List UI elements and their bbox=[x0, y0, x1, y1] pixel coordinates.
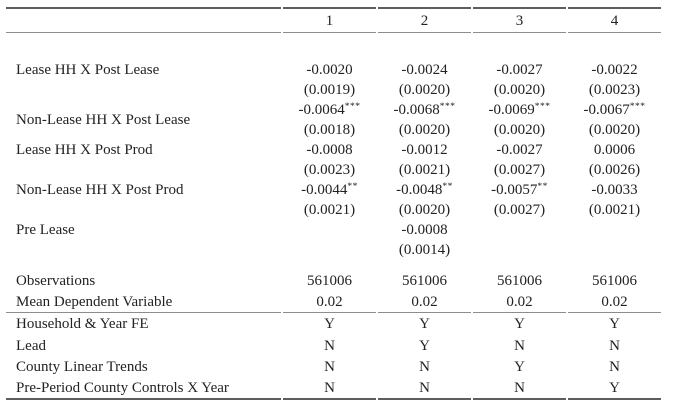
significance-stars: ** bbox=[537, 182, 548, 192]
stderr-cell: (0.0023) bbox=[303, 162, 356, 178]
flag-cell: N bbox=[324, 337, 335, 354]
flag-cell: Y bbox=[419, 337, 430, 354]
spacer-cell bbox=[6, 33, 661, 60]
stat-cell: 0.02 bbox=[473, 292, 566, 313]
coefficient-row bbox=[6, 100, 661, 120]
stat-cell: 0.02 bbox=[283, 292, 376, 313]
stderr-cell: (0.0026) bbox=[588, 162, 641, 178]
flag-row bbox=[6, 335, 661, 356]
stderr-cell: (0.0027) bbox=[493, 162, 546, 178]
coefficient-cell: -0.0057** bbox=[491, 182, 548, 198]
stderr-cell: (0.0027) bbox=[493, 202, 546, 218]
coefficient-section bbox=[6, 60, 661, 260]
column-header-2: 2 bbox=[378, 7, 471, 33]
stderr-cell: (0.0019) bbox=[303, 82, 356, 98]
stderr-cell: (0.0018) bbox=[303, 122, 356, 138]
stat-label: Mean Dependent Variable bbox=[6, 292, 281, 313]
stderr-cell: (0.0021) bbox=[398, 162, 451, 178]
coefficient-cell bbox=[568, 220, 661, 240]
coefficient-cell: -0.0068*** bbox=[393, 102, 456, 118]
stat-cell: 561006 bbox=[307, 273, 352, 289]
flag-row bbox=[6, 378, 661, 400]
stderr-cell: (0.0020) bbox=[398, 82, 451, 98]
flag-row bbox=[6, 356, 661, 378]
variable-label: Lease HH X Post Lease bbox=[16, 62, 160, 78]
flag-cell: N bbox=[514, 337, 525, 354]
column-header-3: 3 bbox=[473, 7, 566, 33]
stderr-cell: (0.0020) bbox=[398, 202, 451, 218]
stderr-cell: (0.0020) bbox=[493, 82, 546, 98]
header-row bbox=[6, 7, 661, 33]
flag-label: County Linear Trends bbox=[16, 359, 148, 375]
stderr-cell: (0.0020) bbox=[588, 122, 641, 138]
regression-results-table bbox=[4, 7, 663, 400]
coefficient-cell: -0.0027 bbox=[496, 62, 543, 78]
coefficient-cell: -0.0022 bbox=[591, 62, 638, 78]
flag-cell: N bbox=[609, 359, 620, 375]
stderr-cell: (0.0014) bbox=[398, 242, 451, 258]
stat-cell: 561006 bbox=[402, 273, 447, 289]
column-header-4: 4 bbox=[568, 7, 661, 33]
coefficient-row bbox=[6, 60, 661, 80]
coefficient-row bbox=[6, 140, 661, 160]
stderr-cell bbox=[473, 240, 566, 260]
flag-cell: N bbox=[378, 378, 471, 400]
significance-stars: ** bbox=[347, 182, 358, 192]
coefficient-cell bbox=[283, 220, 376, 240]
coefficient-cell: -0.0067*** bbox=[583, 102, 646, 118]
mid-spacer-section bbox=[6, 260, 661, 270]
stderr-cell: (0.0021) bbox=[588, 202, 641, 218]
table-header bbox=[6, 7, 661, 60]
flag-label: Lead bbox=[16, 337, 46, 354]
stderr-cell bbox=[283, 240, 376, 260]
flag-cell: Y bbox=[324, 316, 335, 332]
significance-stars: ** bbox=[442, 182, 453, 192]
flag-cell: Y bbox=[419, 316, 430, 332]
flag-label: Pre-Period County Controls X Year bbox=[6, 378, 281, 400]
coefficient-cell: -0.0048** bbox=[396, 182, 453, 198]
header-spacer-row bbox=[6, 33, 661, 60]
coefficient-cell bbox=[473, 220, 566, 240]
flag-cell: N bbox=[473, 378, 566, 400]
stats-section bbox=[6, 270, 661, 313]
significance-stars: *** bbox=[344, 102, 361, 112]
coefficient-cell: -0.0027 bbox=[496, 142, 543, 158]
flag-cell: N bbox=[324, 359, 335, 375]
coefficient-cell: -0.0044** bbox=[301, 182, 358, 198]
flag-cell: N bbox=[419, 359, 430, 375]
significance-stars: *** bbox=[534, 102, 551, 112]
stat-cell: 0.02 bbox=[378, 292, 471, 313]
flag-cell: Y bbox=[514, 316, 525, 332]
flag-cell: Y bbox=[609, 316, 620, 332]
flag-cell: N bbox=[609, 337, 620, 354]
coefficient-cell: -0.0012 bbox=[401, 142, 448, 158]
mid-spacer-row bbox=[6, 260, 661, 270]
coefficient-cell: -0.0008 bbox=[401, 222, 448, 238]
stderr-cell bbox=[568, 240, 661, 260]
spacer-cell bbox=[6, 260, 661, 270]
flag-row bbox=[6, 313, 661, 335]
stat-label: Observations bbox=[16, 273, 96, 289]
stderr-cell: (0.0023) bbox=[588, 82, 641, 98]
stat-row bbox=[6, 270, 661, 292]
significance-stars: *** bbox=[629, 102, 646, 112]
coefficient-cell: -0.0069*** bbox=[488, 102, 551, 118]
flag-cell: N bbox=[283, 378, 376, 400]
coefficient-cell: -0.0033 bbox=[591, 182, 638, 198]
column-header-1: 1 bbox=[283, 7, 376, 33]
flag-cell: Y bbox=[568, 378, 661, 400]
coefficient-cell: 0.0006 bbox=[593, 142, 636, 158]
variable-label: Lease HH X Post Prod bbox=[16, 142, 153, 158]
flag-label: Household & Year FE bbox=[16, 316, 149, 332]
coefficient-row bbox=[6, 180, 661, 200]
coefficient-row bbox=[6, 220, 661, 240]
header-empty-cell bbox=[6, 7, 281, 33]
significance-stars: *** bbox=[439, 102, 456, 112]
coefficient-cell: -0.0020 bbox=[306, 62, 353, 78]
stat-cell: 561006 bbox=[592, 273, 637, 289]
flags-section bbox=[6, 313, 661, 400]
stderr-cell: (0.0021) bbox=[303, 202, 356, 218]
stderr-cell: (0.0020) bbox=[493, 122, 546, 138]
stat-cell: 0.02 bbox=[568, 292, 661, 313]
stat-row bbox=[6, 292, 661, 313]
coefficient-cell: -0.0024 bbox=[401, 62, 448, 78]
coefficient-cell: -0.0064*** bbox=[298, 102, 361, 118]
variable-label: Non-Lease HH X Post Prod bbox=[16, 182, 184, 198]
variable-label: Non-Lease HH X Post Lease bbox=[16, 112, 191, 128]
variable-label: Pre Lease bbox=[16, 222, 75, 238]
coefficient-cell: -0.0008 bbox=[306, 142, 353, 158]
flag-cell: Y bbox=[514, 359, 525, 375]
stat-cell: 561006 bbox=[497, 273, 542, 289]
stderr-cell: (0.0020) bbox=[398, 122, 451, 138]
